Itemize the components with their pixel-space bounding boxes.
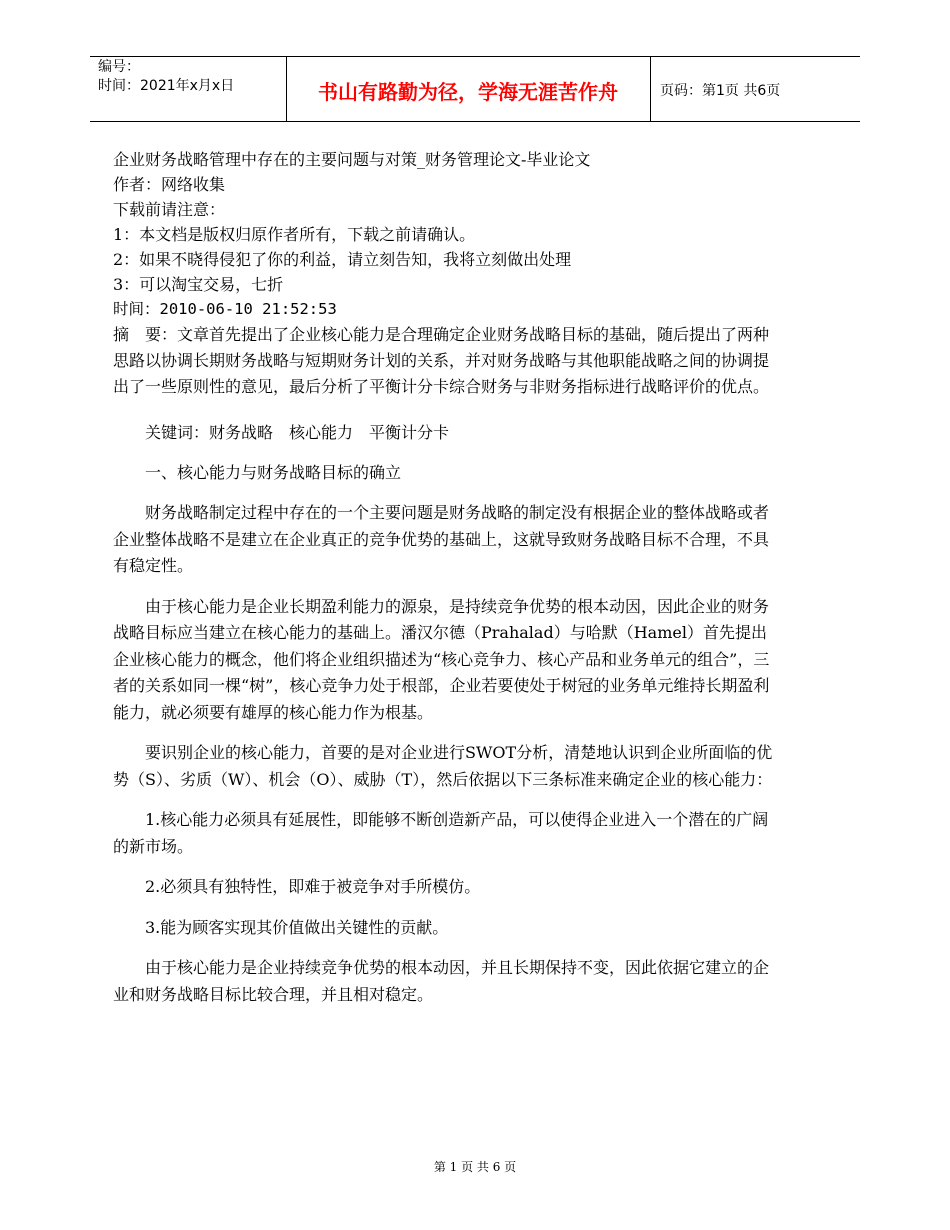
header-page-code: 页码：第1页 共6页 bbox=[660, 83, 781, 99]
paragraph: 财务战略制定过程中存在的一个主要问题是财务战略的制定没有根据企业的整体战略或者企业整体战略不是建立在企业真正的竞争优势的基础上，这就导致财务战略目标不合理，不具有稳定性。 bbox=[113, 503, 770, 575]
section-heading: 一、核心能力与财务战略目标的确立 bbox=[145, 463, 402, 482]
header-time-label: 时间：2021年x月x日 bbox=[98, 78, 235, 94]
header-motto: 书山有路勤为径，学海无涯苦作舟 bbox=[318, 80, 618, 104]
document-time: 时间：2010-06-10 21:52:53 bbox=[113, 300, 337, 318]
paragraph: 要识别企业的核心能力，首要的是对企业进行SWOT分析，清楚地认识到企业所面临的优势（S）、劣质（W）、机会（O）、威胁（T），然后依据以下三条标准来确定企业的核心能力： bbox=[113, 743, 773, 789]
document-body bbox=[113, 147, 773, 1008]
criterion-item: 2.必须具有独特性，即难于被竞争对手所模仿。 bbox=[145, 877, 481, 896]
header-top-rule bbox=[90, 56, 860, 57]
notice-heading: 下载前请注意： bbox=[113, 200, 226, 219]
document-author: 作者：网络收集 bbox=[113, 175, 226, 194]
paragraph: 由于核心能力是企业持续竞争优势的根本动因，并且长期保持不变，因此依据它建立的企业和财务战略目标比较合理，并且相对稳定。 bbox=[113, 958, 770, 1004]
page-footer: 第 1 页 共 6 页 bbox=[433, 1160, 517, 1174]
notice-item-2: 2：如果不晓得侵犯了你的利益，请立刻告知，我将立刻做出处理 bbox=[113, 250, 572, 269]
header-bottom-rule bbox=[90, 121, 860, 122]
keywords: 关键词：财务战略 核心能力 平衡计分卡 bbox=[145, 423, 450, 442]
notice-item-3: 3：可以淘宝交易，七折 bbox=[113, 275, 284, 294]
paragraph: 由于核心能力是企业长期盈利能力的源泉，是持续竞争优势的根本动因，因此企业的财务战略目标应当建立在核心能力的基础上。潘汉尔德（Prahalad）与哈默（Hamel）首先提出企业核心能力的概念，他们将企业组织描述为“核心竞争力、核心产品和业务单元的组合”，三者的关系如同一棵“树”，核心竞争力处于根部，企业若要使处于树冠的业务单元维持长期盈利能力，就必须要有雄厚的核心能力作为根基。 bbox=[113, 596, 770, 722]
abstract: 摘 要：文章首先提出了企业核心能力是合理确定企业财务战略目标的基础，随后提出了两种思路以协调长期财务战略与短期财务计划的关系，并对财务战略与其他职能战略之间的协调提出了一些原则性的意见，最后分析了平衡计分卡综合财务与非财务指标进行战略评价的优点。 bbox=[113, 325, 770, 396]
header-number-label: 编号： bbox=[98, 59, 140, 75]
notice-item-1: 1：本文档是版权归原作者所有，下载之前请确认。 bbox=[113, 225, 476, 244]
header-divider-right bbox=[650, 56, 651, 121]
header-meta bbox=[98, 58, 234, 96]
document-title: 企业财务战略管理中存在的主要问题与对策_财务管理论文-毕业论文 bbox=[113, 150, 591, 169]
criterion-item: 1.核心能力必须具有延展性，即能够不断创造新产品，可以使得企业进入一个潜在的广阔的新市场。 bbox=[113, 810, 769, 856]
document-meta bbox=[113, 147, 773, 322]
criterion-item: 3.能为顾客实现其价值做出关键性的贡献。 bbox=[145, 917, 449, 937]
